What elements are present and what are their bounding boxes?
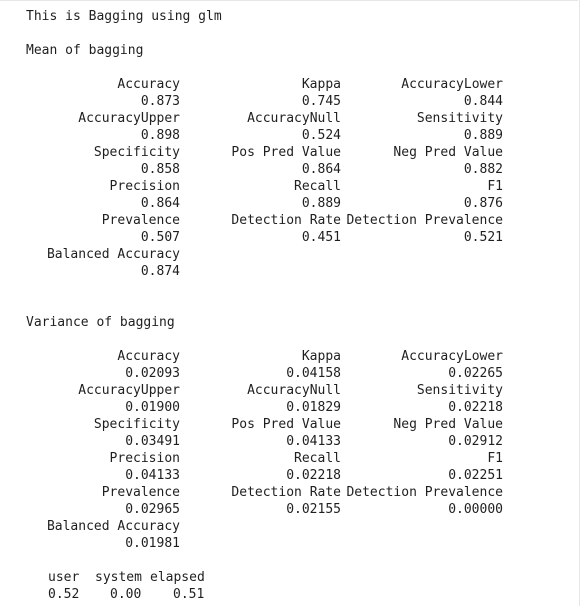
timing-value-user: 0.52 (48, 587, 80, 602)
metric-value: 0.03491 (125, 434, 180, 449)
metric-name: Detection Prevalence (346, 213, 503, 228)
metric-name: Specificity (93, 417, 180, 432)
metric-name: Pos Pred Value (231, 145, 341, 160)
metric-value: 0.02965 (125, 502, 180, 517)
metric-name: Recall (294, 451, 341, 466)
metric-name: Specificity (93, 145, 180, 160)
mean-names-row (26, 76, 566, 93)
metric-value: 0.889 (301, 196, 341, 211)
metric-value: 0.00000 (448, 502, 503, 517)
metric-name: Neg Pred Value (393, 145, 503, 160)
variance-names-row (26, 518, 566, 535)
metric-name: Prevalence (101, 485, 180, 500)
variance-values-row (26, 365, 566, 382)
variance-names-row (26, 416, 566, 433)
mean-values-row (26, 93, 566, 110)
metric-name: F1 (487, 179, 503, 194)
metric-value: 0.844 (463, 94, 503, 109)
metric-name: AccuracyLower (401, 349, 503, 364)
metric-value: 0.876 (463, 196, 503, 211)
metric-value: 0.521 (463, 230, 503, 245)
metric-value: 0.04158 (286, 366, 341, 381)
variance-values-row (26, 399, 566, 416)
variance-names-row (26, 450, 566, 467)
metric-name: Detection Rate (231, 213, 341, 228)
variance-values-row (26, 433, 566, 450)
metric-value: 0.889 (463, 128, 503, 143)
metric-value: 0.507 (140, 230, 180, 245)
mean-values-row (26, 229, 566, 246)
metric-value: 0.01829 (286, 400, 341, 415)
metric-name: Detection Rate (231, 485, 341, 500)
mean-names-row (26, 212, 566, 229)
metric-value: 0.882 (463, 162, 503, 177)
metric-name: Prevalence (101, 213, 180, 228)
mean-values-row (26, 263, 566, 280)
variance-names-row (26, 348, 566, 365)
mean-names-row (26, 178, 566, 195)
metric-value: 0.858 (140, 162, 180, 177)
timing-header-elapsed: elapsed (150, 570, 205, 585)
metric-value: 0.451 (301, 230, 341, 245)
timing-header-user: user (48, 570, 80, 585)
metric-name: Recall (294, 179, 341, 194)
metric-name: Precision (109, 451, 180, 466)
metric-value: 0.898 (140, 128, 180, 143)
metric-name: AccuracyLower (401, 77, 503, 92)
mean-values-row (26, 127, 566, 144)
metric-name: Kappa (301, 77, 341, 92)
output-top-border (0, 0, 578, 1)
metric-value: 0.04133 (125, 468, 180, 483)
metric-name: Sensitivity (416, 111, 503, 126)
metric-value: 0.04133 (286, 434, 341, 449)
metric-value: 0.01981 (125, 536, 180, 551)
metric-name: Kappa (301, 349, 341, 364)
metric-name: Accuracy (117, 349, 180, 364)
timing-values-row (48, 586, 248, 603)
metric-value: 0.02912 (448, 434, 503, 449)
metric-name: AccuracyUpper (78, 383, 180, 398)
metric-value: 0.02218 (448, 400, 503, 415)
mean-names-row (26, 246, 566, 263)
variance-names-row (26, 484, 566, 501)
metric-name: Precision (109, 179, 180, 194)
metric-value: 0.01900 (125, 400, 180, 415)
mean-values-row (26, 161, 566, 178)
metric-name: Balanced Accuracy (46, 247, 180, 262)
metric-value: 0.02251 (448, 468, 503, 483)
metric-name: Sensitivity (416, 383, 503, 398)
metric-value: 0.02155 (286, 502, 341, 517)
metric-name: F1 (487, 451, 503, 466)
metric-value: 0.02093 (125, 366, 180, 381)
mean-section-title: Mean of bagging (26, 43, 144, 58)
metric-name: Balanced Accuracy (46, 519, 180, 534)
mean-names-row (26, 144, 566, 161)
metric-value: 0.864 (140, 196, 180, 211)
metric-value: 0.873 (140, 94, 180, 109)
metric-value: 0.02265 (448, 366, 503, 381)
metric-name: Pos Pred Value (231, 417, 341, 432)
metric-name: AccuracyNull (247, 111, 341, 126)
metric-value: 0.524 (301, 128, 341, 143)
timing-value-elapsed: 0.51 (173, 587, 205, 602)
variance-names-row (26, 382, 566, 399)
timing-header-system: system (95, 570, 142, 585)
variance-values-row (26, 467, 566, 484)
metric-name: AccuracyNull (247, 383, 341, 398)
metric-name: AccuracyUpper (78, 111, 180, 126)
variance-section-title: Variance of bagging (26, 315, 175, 330)
timing-value-system: 0.00 (110, 587, 142, 602)
variance-values-row (26, 535, 566, 552)
timing-headers-row (48, 569, 248, 586)
metric-value: 0.745 (301, 94, 341, 109)
metric-value: 0.02218 (286, 468, 341, 483)
metric-value: 0.864 (301, 162, 341, 177)
metric-name: Neg Pred Value (393, 417, 503, 432)
metric-name: Accuracy (117, 77, 180, 92)
metric-name: Detection Prevalence (346, 485, 503, 500)
mean-values-row (26, 195, 566, 212)
variance-values-row (26, 501, 566, 518)
mean-names-row (26, 110, 566, 127)
metric-value: 0.874 (140, 264, 180, 279)
header-line: This is Bagging using glm (26, 9, 222, 24)
